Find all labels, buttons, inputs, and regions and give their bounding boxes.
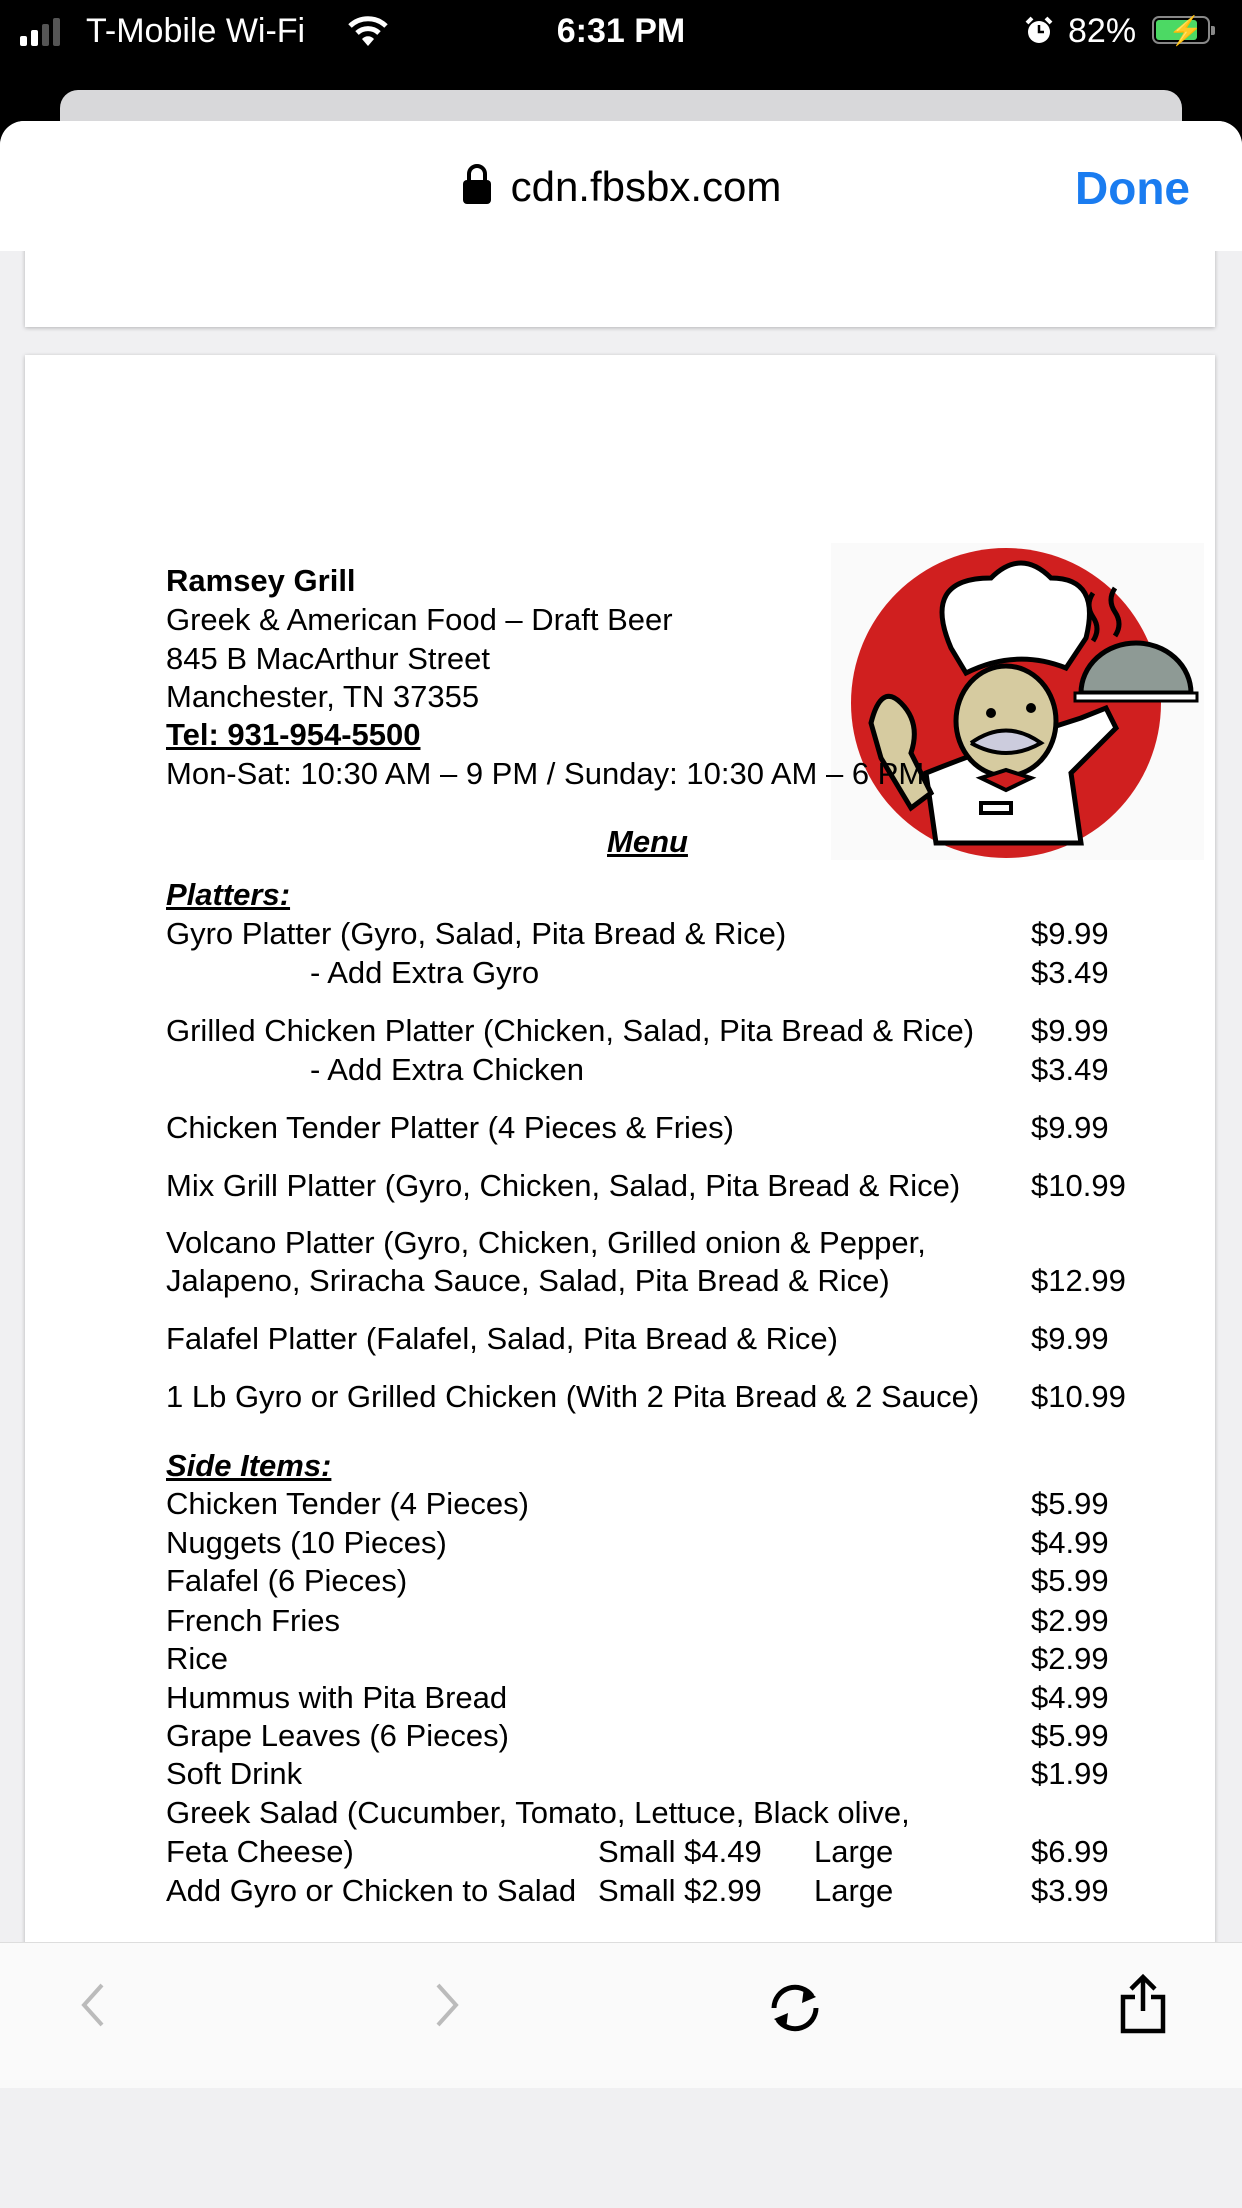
menu-item-name: Chicken Tender Platter (4 Pieces & Fries) xyxy=(166,1110,734,1145)
restaurant-tagline: Greek & American Food – Draft Beer xyxy=(166,602,673,637)
menu-item-name: Hummus with Pita Bread xyxy=(166,1680,508,1715)
menu-item-price: $3.49 xyxy=(1031,955,1109,990)
restaurant-phone: Tel: 931-954-5500 xyxy=(166,717,421,752)
clock: 6:31 PM xyxy=(556,12,686,50)
menu-item-price: $5.99 xyxy=(1031,1486,1109,1521)
menu-item-name: Volcano Platter (Gyro, Chicken, Grilled onion & Pepper, xyxy=(166,1225,926,1260)
menu-item-price: $12.99 xyxy=(1031,1263,1126,1298)
menu-item-price: $1.99 xyxy=(1031,1756,1109,1791)
menu-item-name: 1 Lb Gyro or Grilled Chicken (With 2 Pita Bread & 2 Sauce) xyxy=(166,1379,980,1414)
menu-item-name: Falafel Platter (Falafel, Salad, Pita Bread & Rice) xyxy=(166,1321,838,1356)
restaurant-name: Ramsey Grill xyxy=(166,563,356,598)
menu-item-name: Grilled Chicken Platter (Chicken, Salad, Pita Bread & Rice) xyxy=(166,1013,975,1048)
share-icon[interactable] xyxy=(1118,1973,1168,2035)
url-bar xyxy=(0,121,1242,251)
menu-item-name: Jalapeno, Sriracha Sauce, Salad, Pita Bread & Rice) xyxy=(166,1263,890,1298)
menu-item-name: Gyro Platter (Gyro, Salad, Pita Bread & Rice) xyxy=(166,916,787,951)
menu-item-name: Falafel (6 Pieces) xyxy=(166,1563,408,1598)
battery-percent: 82% xyxy=(1068,12,1137,50)
lock-icon xyxy=(461,163,493,205)
section-heading-platters: Platters: xyxy=(166,877,291,912)
menu-item-name: Rice xyxy=(166,1641,229,1676)
menu-item-name: Chicken Tender (4 Pieces) xyxy=(166,1486,529,1521)
menu-item-name: Feta Cheese) xyxy=(166,1834,354,1869)
menu-item-name: French Fries xyxy=(166,1603,340,1638)
menu-item-name: Soft Drink xyxy=(166,1756,303,1791)
menu-item-price: $4.99 xyxy=(1031,1680,1109,1715)
done-button[interactable]: Done xyxy=(1075,162,1190,214)
restaurant-city: Manchester, TN 37355 xyxy=(166,679,480,714)
menu-item-price: $6.99 xyxy=(1031,1834,1109,1869)
menu-item-name: Greek Salad (Cucumber, Tomato, Lettuce, Black olive, xyxy=(166,1795,910,1830)
menu-item-price: $9.99 xyxy=(1031,916,1109,951)
menu-item-price: $9.99 xyxy=(1031,1321,1109,1356)
menu-item-name: - Add Extra Gyro xyxy=(310,955,540,990)
menu-item-small-price: Small $2.99 xyxy=(598,1873,762,1908)
menu-item-price: $5.99 xyxy=(1031,1563,1109,1598)
menu-item-price: $2.99 xyxy=(1031,1603,1109,1638)
menu-item-price: $2.99 xyxy=(1031,1641,1109,1676)
restaurant-hours: Mon-Sat: 10:30 AM – 9 PM / Sunday: 10:30 AM – 6 PM xyxy=(166,756,925,791)
menu-item-name: Nuggets (10 Pieces) xyxy=(166,1525,447,1560)
menu-item-name: - Add Extra Chicken xyxy=(310,1052,584,1087)
bottom-toolbar xyxy=(0,1942,1242,2088)
menu-item-name: Grape Leaves (6 Pieces) xyxy=(166,1718,509,1753)
menu-item-price: $10.99 xyxy=(1031,1168,1126,1203)
carrier-label: T-Mobile Wi-Fi xyxy=(86,12,306,50)
menu-item-price: $10.99 xyxy=(1031,1379,1126,1414)
menu-item-price: $4.99 xyxy=(1031,1525,1109,1560)
menu-item-price: $9.99 xyxy=(1031,1013,1109,1048)
menu-item-price: $9.99 xyxy=(1031,1110,1109,1145)
battery-icon: ⚡ xyxy=(1152,16,1210,44)
menu-title: Menu xyxy=(607,824,688,859)
section-heading-sides: Side Items: xyxy=(166,1448,332,1483)
menu-item-price: $3.99 xyxy=(1031,1873,1109,1908)
menu-item-price: $5.99 xyxy=(1031,1718,1109,1753)
restaurant-address: 845 B MacArthur Street xyxy=(166,641,490,676)
document-page-menu xyxy=(25,355,1215,2037)
menu-item-name: Add Gyro or Chicken to Salad xyxy=(166,1873,577,1908)
menu-item-name: Mix Grill Platter (Gyro, Chicken, Salad, Pita Bread & Rice) xyxy=(166,1168,961,1203)
forward-icon[interactable] xyxy=(432,1981,462,2029)
menu-item-price: $3.49 xyxy=(1031,1052,1109,1087)
back-icon[interactable] xyxy=(78,1981,108,2029)
chef-logo xyxy=(831,543,1204,860)
menu-item-small-price: Small $4.49 xyxy=(598,1834,762,1869)
menu-item-large-label: Large xyxy=(814,1834,894,1869)
url-text: cdn.fbsbx.com xyxy=(510,163,782,210)
alarm-icon xyxy=(1024,16,1054,46)
url-display[interactable] xyxy=(0,163,1242,211)
menu-item-large-label: Large xyxy=(814,1873,894,1908)
browser-sheet xyxy=(0,121,1242,2208)
reload-icon[interactable] xyxy=(764,1981,826,2035)
